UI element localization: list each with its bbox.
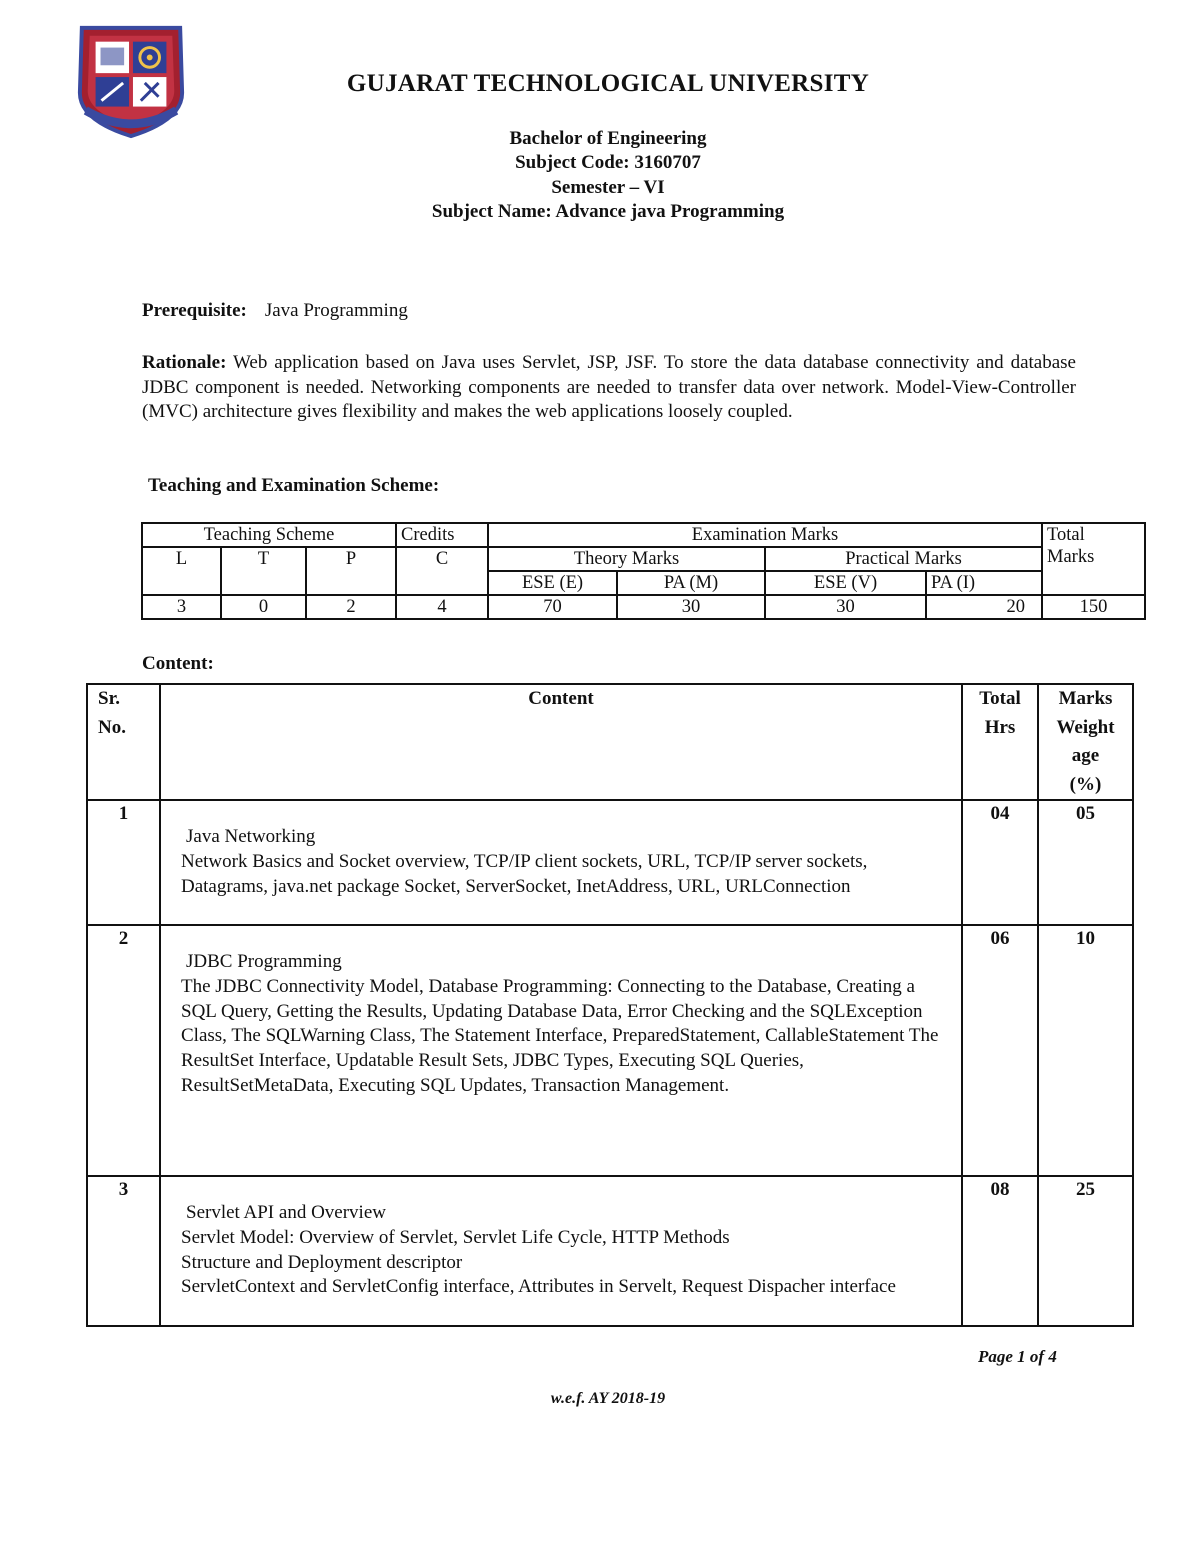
marks-header-line3: age xyxy=(1071,745,1100,766)
sr-no-header xyxy=(87,684,160,800)
practical-marks-header: Practical Marks xyxy=(765,547,1042,571)
content-table xyxy=(86,683,1134,1327)
value-pa-i: 20 xyxy=(926,595,1042,619)
total-marks-line1: Total xyxy=(1047,525,1085,545)
credits-header: Credits xyxy=(396,523,488,547)
table-row xyxy=(87,800,1133,925)
total-hrs-header xyxy=(962,684,1038,800)
topic-text: The JDBC Connectivity Model, Database Programming: Connecting to the Database, Creating a SQL Query, Getting the Results, Updating Database Data, Error Checking and the SQLException Class, The SQLWarning Class, The Statement Interface, PreparedStatement, CallableStatement The ResultSet Interface, Updatable Result Sets, JDBC Types, Executing SQL Queries, ResultSetMetaData, Executing SQL Updates, Transaction Management. xyxy=(181,975,939,1096)
col-l: L xyxy=(142,547,221,595)
topic-title: Java Networking xyxy=(186,826,316,847)
hrs-header-line1: Total xyxy=(979,688,1021,709)
row-hrs: 04 xyxy=(962,800,1038,925)
total-marks-header xyxy=(1042,523,1145,595)
topic-text-line: Structure and Deployment descriptor xyxy=(181,1251,463,1273)
content-heading: Content: xyxy=(142,653,214,674)
sr-header-line2: No. xyxy=(98,716,126,738)
row-content xyxy=(160,800,962,925)
subject-name-line: Subject Name: Advance java Programming xyxy=(431,201,785,222)
scheme-heading: Teaching and Examination Scheme: xyxy=(148,475,440,496)
hrs-header-line2: Hrs xyxy=(984,716,1016,738)
col-c: C xyxy=(396,547,488,595)
row-weight: 25 xyxy=(1038,1176,1133,1326)
row-hrs: 08 xyxy=(962,1176,1038,1326)
scheme-table xyxy=(141,522,1146,620)
col-p: P xyxy=(306,547,396,595)
subject-code-line: Subject Code: 3160707 xyxy=(515,152,701,173)
page-number: Page 1 of 4 xyxy=(978,1347,1057,1366)
examination-marks-header: Examination Marks xyxy=(488,523,1042,547)
pa-m-header: PA (M) xyxy=(617,571,765,595)
topic-text-line: Servlet Model: Overview of Servlet, Servlet Life Cycle, HTTP Methods xyxy=(181,1226,730,1248)
topic-text-line: ServletContext and ServletConfig interface, Attributes in Servelt, Request Dispacher interface xyxy=(181,1276,896,1298)
row-sr: 1 xyxy=(87,800,160,925)
value-pa-m: 30 xyxy=(617,595,765,619)
wef-note: w.e.f. AY 2018-19 xyxy=(550,1390,666,1407)
topic-text: Network Basics and Socket overview, TCP/IP client sockets, URL, TCP/IP server sockets, Datagrams, java.net package Socket, ServerSocket, InetAddress, URL, URLConnection xyxy=(181,850,868,897)
row-weight: 10 xyxy=(1038,925,1133,1176)
value-l: 3 xyxy=(142,595,221,619)
row-sr: 3 xyxy=(87,1176,160,1326)
value-t: 0 xyxy=(221,595,306,619)
value-p: 2 xyxy=(306,595,396,619)
topic-title: JDBC Programming xyxy=(186,951,342,972)
sr-header-line1: Sr. xyxy=(98,688,121,709)
row-sr: 2 xyxy=(87,925,160,1176)
university-title: GUJARAT TECHNOLOGICAL UNIVERSITY xyxy=(346,70,870,97)
topic-title: Servlet API and Overview xyxy=(186,1202,386,1223)
row-hrs: 06 xyxy=(962,925,1038,1176)
rationale-label: Rationale: xyxy=(142,352,227,373)
total-marks-line2: Marks xyxy=(1047,547,1095,567)
ese-e-header: ESE (E) xyxy=(488,571,617,595)
marks-header-line4: (%) xyxy=(1069,773,1102,795)
row-content xyxy=(160,925,962,1176)
teaching-scheme-header: Teaching Scheme xyxy=(142,523,396,547)
pa-i-header: PA (I) xyxy=(926,571,1042,595)
value-ese-e: 70 xyxy=(488,595,617,619)
theory-marks-header: Theory Marks xyxy=(488,547,765,571)
content-header: Content xyxy=(160,684,962,800)
prerequisite xyxy=(142,300,408,322)
row-weight: 05 xyxy=(1038,800,1133,925)
marks-header-line2: Weight xyxy=(1056,716,1115,738)
table-row xyxy=(87,1176,1133,1326)
ese-v-header: ESE (V) xyxy=(765,571,926,595)
value-ese-v: 30 xyxy=(765,595,926,619)
marks-header-line1: Marks xyxy=(1058,688,1113,709)
rationale-text: Web application based on Java uses Servlet, JSP, JSF. To store the data database connectivity and database JDBC component is needed. Networking components are needed to transfer data over network. Model-View-Controller (MVC) architecture gives flexibility and makes the web applications loosely coupled. xyxy=(142,352,1076,423)
prerequisite-value: Java Programming xyxy=(264,300,408,321)
value-total: 150 xyxy=(1042,595,1145,619)
prerequisite-label: Prerequisite: xyxy=(142,300,247,321)
marks-weightage-header xyxy=(1038,684,1133,800)
table-row xyxy=(87,925,1133,1176)
col-t: T xyxy=(221,547,306,595)
semester-line: Semester – VI xyxy=(551,177,665,198)
rationale xyxy=(142,351,1076,425)
value-c: 4 xyxy=(396,595,488,619)
row-content xyxy=(160,1176,962,1326)
degree-line: Bachelor of Engineering xyxy=(509,128,707,149)
